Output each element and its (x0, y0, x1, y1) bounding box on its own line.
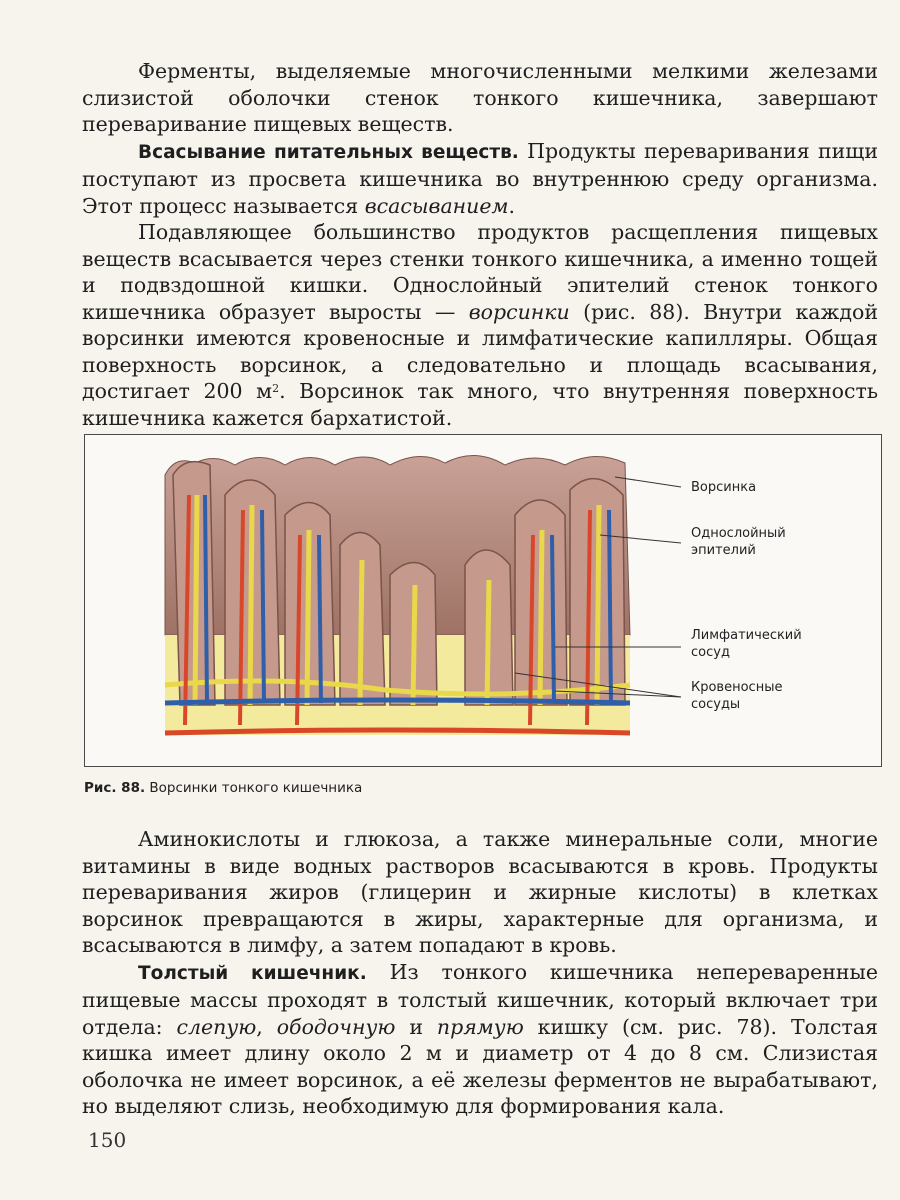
caption-text: Ворсинки тонкого кишечника (145, 780, 363, 796)
paragraph-absorbed-substances: Аминокислоты и глюкоза, а также минеральные соли, многие витамины в виде водных растворов всасываются в кровь. Продукты переваривания жиров (глицерин и жирные кислоты) в клетках ворсинок превращаются в жиры, характерные для организма, и всасываются в лимфу, а затем попадают в кровь. (82, 827, 878, 957)
sep-2: и (395, 1014, 437, 1039)
label-blood-vessels: Кровеносные сосуды (691, 680, 783, 712)
paragraph-large-intestine (82, 959, 878, 1120)
caption-number: Рис. 88. (84, 780, 146, 796)
figure-caption (84, 780, 362, 796)
villi-text-b: (рис. 88). Внутри каждой ворсинки имеются кровеносные и лимфатические капилляры. Общая поверхность ворсинок, а следовательно и площадь всасывания, достигает 200 м (82, 299, 878, 403)
term-colon: ободочную (276, 1014, 396, 1039)
absorption-text-b: . (508, 193, 516, 218)
paragraph-villi (82, 219, 878, 431)
large-intestine-text-a: Из тонкого кишечника непереваренные пищевые массы проходят в толстый кишечник, который включает три отдела: (82, 959, 878, 1039)
large-intestine-text-b: кишку (см. рис. 78). Толстая кишка имеет длину около 2 м и диаметр от 4 до 8 см. Слизистая оболочка не имеет ворсинок, а её железы ферментов не вырабатывают, но выделяют слизь, необходимую для формирования кала. (82, 1014, 878, 1118)
figure-villi (84, 434, 882, 767)
page-number: 150 (88, 1128, 127, 1152)
term-cecum: слепую (176, 1014, 257, 1039)
label-lymph-vessel: Лимфатический сосуд (691, 628, 802, 660)
villi-text-a: Подавляющее большинство продуктов расщепления пищевых веществ всасывается через стенки тонкого кишечника, а именно тощей и подвздошной кишки. Однослойный эпителий стенок тонкого кишечника образует выросты — (82, 220, 878, 324)
label-epithelium: Однослойный эпителий (691, 526, 786, 558)
paragraph-absorption (82, 138, 878, 220)
villi-text-c: . Ворсинок так много, что внутренняя поверхность кишечника кажется бархатистой. (82, 379, 878, 430)
sep-1: , (256, 1014, 277, 1039)
heading-absorption: Всасывание питательных веществ. (138, 141, 519, 163)
paragraph-enzymes: Ферменты, выделяемые многочисленными мелкими железами слизистой оболочки стенок тонкого кишечника, завершают переваривание пищевых веществ. (82, 59, 878, 136)
absorption-text-a: Продукты переваривания пищи поступают из просвета кишечника во внутреннюю среду организма. Этот процесс называется (82, 138, 879, 218)
term-rectum: прямую (436, 1014, 524, 1039)
heading-large-intestine: Толстый кишечник. (138, 962, 367, 984)
term-villi: ворсинки (468, 299, 570, 324)
bottom-text (82, 826, 878, 1120)
label-villus: Ворсинка (691, 480, 757, 495)
top-text (82, 58, 878, 431)
term-absorption: всасыванием (364, 193, 509, 218)
villi-illustration (85, 435, 881, 766)
superscript-2: 2 (272, 382, 280, 395)
